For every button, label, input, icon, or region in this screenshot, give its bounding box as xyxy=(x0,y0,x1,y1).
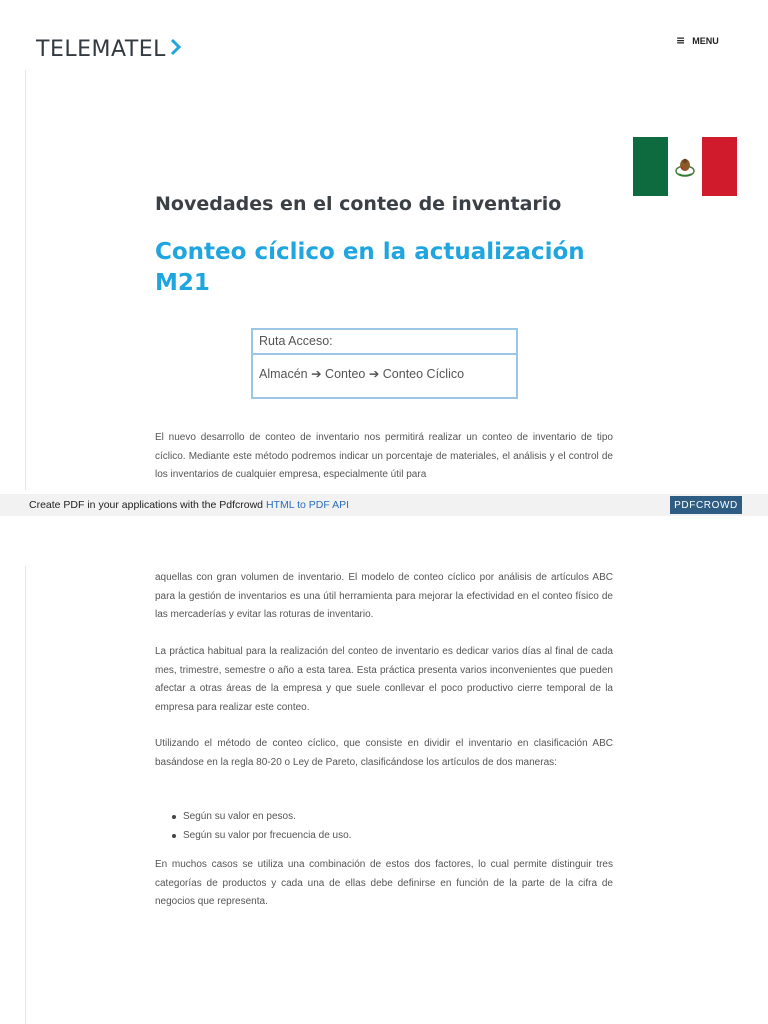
pdfcrowd-api-link[interactable]: HTML to PDF API xyxy=(265,499,349,511)
flag-red-band xyxy=(702,137,737,196)
classification-list xyxy=(170,807,351,845)
pdfcrowd-caption: Create PDF in your applications with the Pdfcrowd xyxy=(29,499,266,511)
paragraph-abc: aquellas con gran volumen de inventario. El modelo de conteo cíclico por análisis de artículos ABC para la gestión de inventarios es una útil herramienta para mejorar la efectividad en el conteo físico de las mercaderías y evitar las roturas de inventario. xyxy=(155,572,613,620)
mexico-flag-icon[interactable] xyxy=(633,137,737,196)
access-route-box xyxy=(251,328,518,399)
pdfcrowd-bar xyxy=(0,494,768,516)
flag-green-band xyxy=(633,137,668,196)
pdfcrowd-text xyxy=(29,499,349,511)
paragraph-categories: En muchos casos se utiliza una combinación de estos dos factores, lo cual permite distinguir tres categorías de productos y cada una de ellas debe definirse en función de la parte de la cifra de negocios que representa. xyxy=(155,859,613,907)
coat-of-arms-icon xyxy=(673,156,697,178)
paragraph-practice: La práctica habitual para la realización del conteo de inventario es dedicar varios días al final de cada mes, trimestre, semestre o año a esta tarea. Esta práctica presenta varios inconvenientes que pueden afectar a otras áreas de la empresa y que suele conllevar el poco productivo cierre temporal de la empresa para realizar este conteo. xyxy=(155,646,613,713)
page-left-rule xyxy=(25,70,26,490)
article-title: Conteo cíclico en la actualización M21 xyxy=(155,239,585,296)
paragraph-cyclic-method: Utilizando el método de conteo cíclico, que consiste en dividir el inventario en clasificación ABC basándose en la regla 80-20 o Ley de Pareto, clasificándose los artículos de dos maneras: xyxy=(155,738,613,768)
menu-button[interactable] xyxy=(676,34,719,47)
paragraph-intro: El nuevo desarrollo de conteo de inventario nos permitirá realizar un conteo de inventario de tipo cíclico. Mediante este método podremos indicar un porcentaje de materiales, el análisis y el control de los inventarios de cualquier empresa, especialmente útil para xyxy=(155,432,613,480)
chevron-right-icon xyxy=(170,38,182,60)
route-label: Ruta Acceso: xyxy=(253,330,516,355)
article-subtitle: Novedades en el conteo de inventario xyxy=(155,193,562,215)
logo-text: TELEMATEL xyxy=(36,36,166,62)
flag-white-band xyxy=(668,137,703,196)
list-item: Según su valor en pesos. xyxy=(170,807,351,826)
list-item: Según su valor por frecuencia de uso. xyxy=(170,826,351,845)
pdfcrowd-badge[interactable]: PDFCROWD xyxy=(670,496,742,514)
menu-label: MENU xyxy=(692,35,719,46)
route-path: Almacén ➔ Conteo ➔ Conteo Cíclico xyxy=(259,367,465,381)
hamburger-icon: ≡ xyxy=(676,34,686,47)
telematel-logo[interactable] xyxy=(36,34,182,64)
page-left-rule xyxy=(25,566,26,1024)
